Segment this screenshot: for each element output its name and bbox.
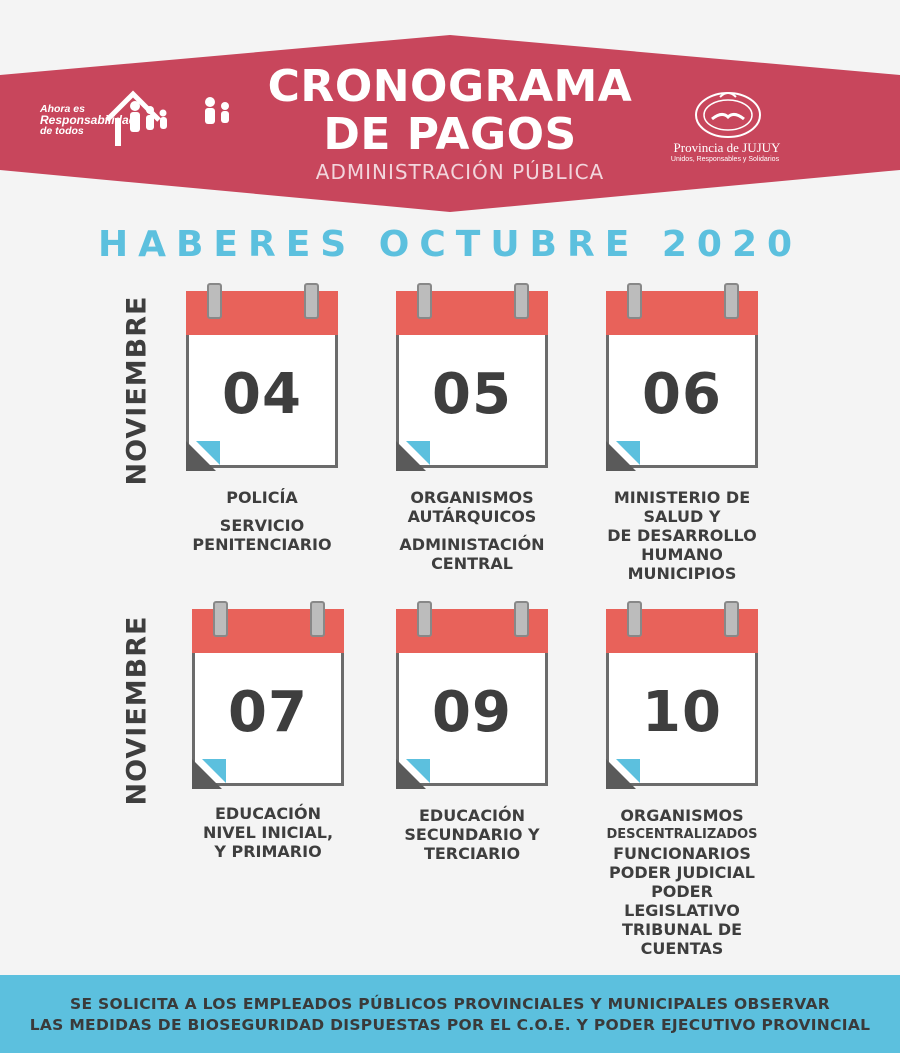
subtitle: ADMINISTRACIÓN PÚBLICA (315, 160, 605, 184)
day-number: 10 (642, 680, 722, 745)
calendar-ring-icon (514, 601, 529, 637)
calendar-ring-icon (207, 283, 222, 319)
payment-group-09: EDUCACIÓN SECUNDARIO Y TERCIARIO (404, 806, 540, 863)
period-heading: HABERES OCTUBRE 2020 (97, 224, 803, 265)
day-number: 09 (432, 680, 512, 745)
calendar-day-07 (192, 601, 344, 789)
day-number: 06 (642, 362, 722, 427)
payment-group-10: ORGANISMOS DESCENTRALIZADOS FUNCIONARIOS PODER JUDICIAL PODER LEGISLATIVO TRIBUNAL DE CUENTAS (606, 806, 758, 958)
payment-group-04: POLICÍA SERVICIO PENITENCIARIO (192, 488, 332, 554)
footer-notice-line-1: SE SOLICITA A LOS EMPLEADOS PÚBLICOS PROVINCIALES Y MUNICIPALES OBSERVAR (69, 995, 830, 1013)
page-fold-icon (396, 431, 436, 471)
page-fold-icon (186, 431, 226, 471)
payment-group-06: MINISTERIO DE SALUD Y DE DESARROLLO HUMANO MUNICIPIOS (607, 488, 757, 583)
page-fold-icon (606, 749, 646, 789)
page-fold-icon (192, 749, 232, 789)
calendar-ring-icon (417, 283, 432, 319)
calendar-ring-icon (304, 283, 319, 319)
province-logo-motto: Unidos, Responsables y Solidarios (670, 156, 780, 163)
title-line-2: DE PAGOS (323, 109, 577, 160)
calendar-ring-icon (310, 601, 325, 637)
payment-group-07: EDUCACIÓN NIVEL INICIAL, Y PRIMARIO (202, 804, 334, 861)
page-fold-icon (606, 431, 646, 471)
province-logo-name: Provincia de JUJUY (673, 140, 781, 155)
calendar-ring-icon (724, 601, 739, 637)
month-label-row-1: NOVIEMBRE (121, 295, 153, 485)
calendar-day-05 (396, 283, 548, 471)
calendar-ring-icon (213, 601, 228, 637)
day-number: 07 (228, 680, 308, 745)
page-fold-icon (396, 749, 436, 789)
payment-group-05: ORGANISMOS AUTÁRQUICOS ADMINISTACIÓN CENTRAL (399, 488, 545, 573)
title-line-1: CRONOGRAMA (267, 61, 633, 112)
day-number: 05 (432, 362, 512, 427)
footer-bar (0, 975, 900, 1053)
calendar-day-06 (606, 283, 758, 471)
calendar-day-10 (606, 601, 758, 789)
calendar-ring-icon (514, 283, 529, 319)
calendar-ring-icon (724, 283, 739, 319)
calendar-ring-icon (627, 283, 642, 319)
calendar-day-09 (396, 601, 548, 789)
campaign-logo-text: Ahora es Responsabilidad de todos (40, 103, 137, 137)
calendar-ring-icon (417, 601, 432, 637)
province-logo-icon (672, 85, 784, 145)
calendar-day-04 (186, 283, 338, 471)
month-label-row-2: NOVIEMBRE (121, 615, 153, 805)
calendar-ring-icon (627, 601, 642, 637)
day-number: 04 (222, 362, 302, 427)
footer-notice-line-2: LAS MEDIDAS DE BIOSEGURIDAD DISPUESTAS POR EL C.O.E. Y PODER EJECUTIVO PROVINCIAL (29, 1016, 871, 1034)
